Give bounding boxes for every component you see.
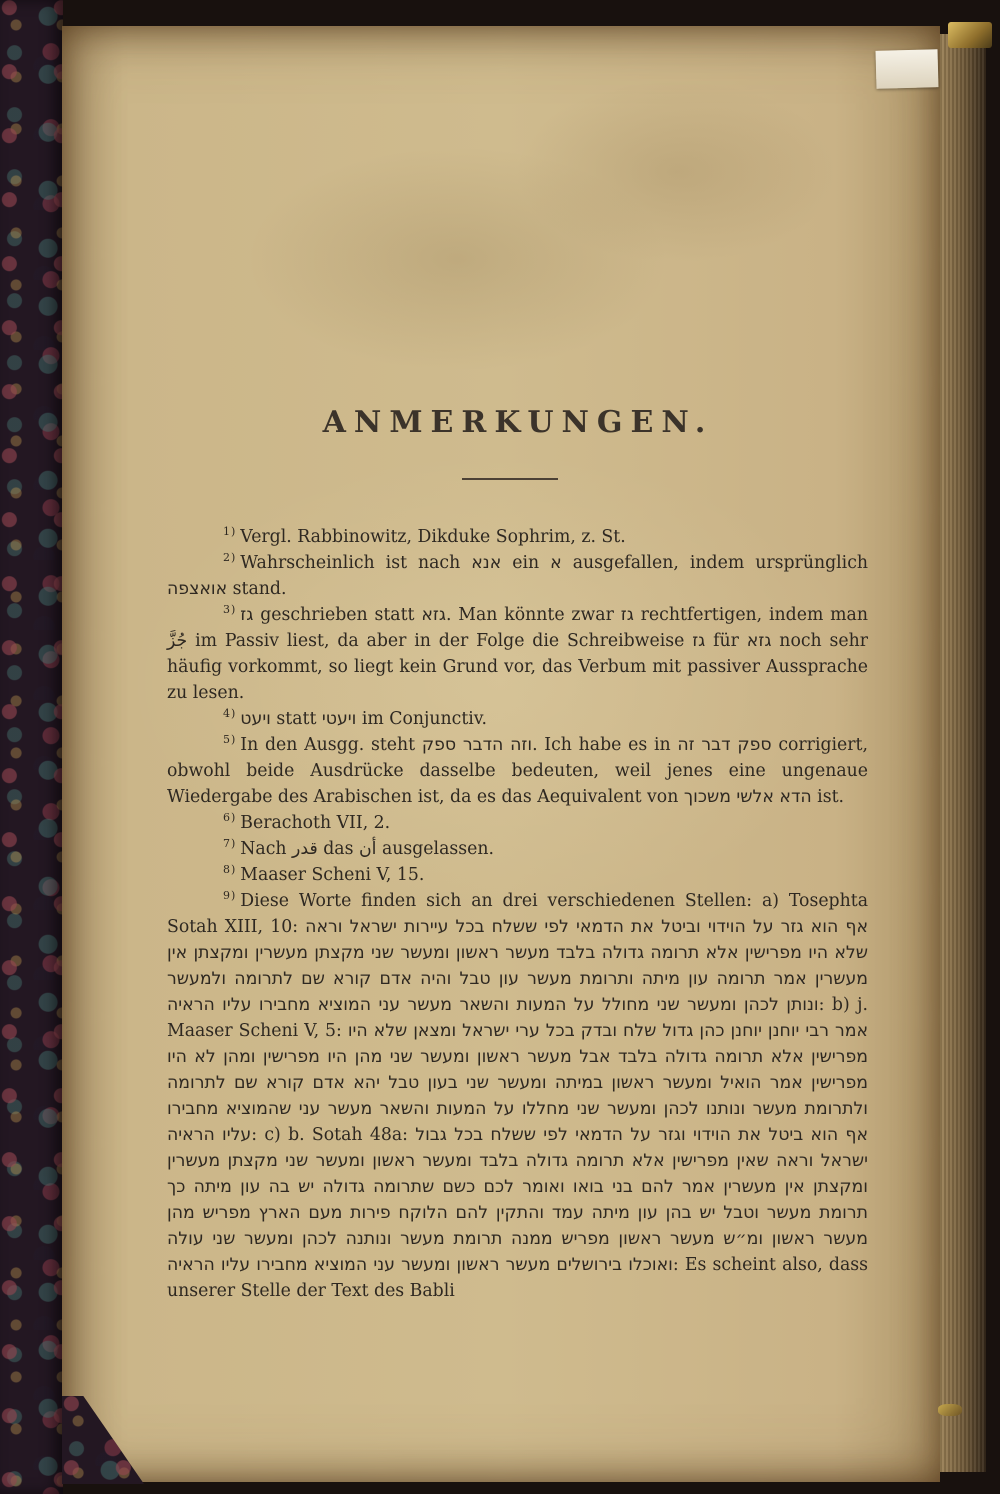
footnote — [167, 888, 868, 1304]
footnote — [167, 602, 868, 706]
footnote-text: In den Ausgg. steht וזה הדבר ספק. Ich habe es in ספק דבר זה corrigiert, obwohl beide Ausdrücke dasselbe bedeuten, weil jenes eine ungenaue Wiedergabe des Arabischen ist, da es das Aequivalent von הדא אלשי משכוך ist. — [167, 735, 868, 807]
footnote-marker: 9) — [223, 889, 237, 902]
title-divider — [462, 478, 558, 480]
footnote-marker: 5) — [223, 733, 237, 746]
footnote-text: Berachoth VII, 2. — [240, 813, 391, 833]
footnote-text: Vergl. Rabbinowitz, Dikduke Sophrim, z. St. — [240, 527, 626, 547]
marbled-binding-edge — [0, 0, 63, 1494]
footnote-marker: 1) — [223, 525, 237, 538]
footnote-text: Nach قدر das أن ausgelassen. — [240, 839, 494, 859]
footnote-marker: 6) — [223, 811, 237, 824]
footnote-marker: 3) — [223, 603, 237, 616]
footnote — [167, 810, 868, 836]
gilt-edge-bottom — [938, 1404, 962, 1416]
footnote-marker: 2) — [223, 551, 237, 564]
footnote — [167, 524, 868, 550]
footnote — [167, 732, 868, 810]
footnote-text: Maaser Scheni V, 15. — [240, 865, 425, 885]
footnote — [167, 862, 868, 888]
footnote — [167, 706, 868, 732]
footnote-text: ויעט statt ויעטי im Conjunctiv. — [240, 709, 488, 729]
footnote-text: Diese Worte finden sich an drei verschiedenen Stellen: a) Tosephta Sotah XIII, 10: אף הוא גזר על הוידוי וביטל את הדמאי לפי ששלח בכל עיירות ישראל וראה שלא היו מפרישין אלא תרומה גדולה בלבד מעשר ראשון ומעשר שני מקצתן מעשרין ומקצתן אין מעשרין אמר תרומה עון מיתה ותרומת מעשר עון טבל והיה אדם קורא שם לתרומה ולמעשר ונותן לכהן ומעשר שני מחולל על המעות והשאר מעשר עני המוציא מחבירו עליו הראיה: b) j. Maaser Scheni V, 5: אמר רבי יוחנן יוחנן כהן גדול שלח ובדק בכל ערי ישראל ומצאן שלא היו מפרישין אלא תרומה גדולה בלבד אבל מעשר ראשון ומעשר שני מהן היו מפרישין ומהן לא היו מפרישין אמר הואיל ומעשר ראשון במיתה ומעשר שני בעון טבל יהא אדם קורא שם לתרומה ולתרומת מעשר ונותנו לכהן ומעשר שני מחללו על המעות והשאר מעשר עני שהמוציא מחבירו עליו הראיה: c) b. Sotah 48a: אף הוא ביטל את הוידוי וגזר על הדמאי לפי ששלח בכל גבול ישראל וראה שאין מפרישין אלא תרומה גדולה בלבד ומעשר ראשון ומעשר שני מקצתן מעשרין ומקצתן אין מעשרין אמר להם בני בואו ואומר לכם כשם שתרומה גדולה יש בה עון מיתה כך תרומת מעשר וטבל יש בהן עון מיתה עמד והתקין להם הלוקח פירות מעם הארץ מפריש מהן מעשר ראשון ומ״ש מעשר ראשון מפריש ממנה תרומת מעשר ונותנה לכהן ומעשר שני עולה ואוכלו בירושלים מעשר ראשון ומעשר עני המוציא מחבירו עליו הראיה: Es scheint also, dass unserer Stelle der Text des Babli — [167, 891, 869, 1301]
footnote-marker: 8) — [223, 863, 237, 876]
footnote-text: Wahrscheinlich ist nach אנא ein א ausgefallen, indem ursprünglich אואצפה stand. — [167, 553, 868, 599]
paper-fragment — [876, 49, 939, 89]
footnotes-block — [167, 524, 868, 1304]
page-title: ANMERKUNGEN. — [322, 405, 714, 440]
footnote — [167, 550, 868, 602]
footnote-marker: 4) — [223, 707, 237, 720]
page-edge-stack — [940, 34, 986, 1472]
footnote-text: גז geschrieben statt גזא. Man könnte zwar גז rechtfertigen, indem man جُزَّ im Passiv liest, da aber in der Folge die Schreibweise גז für גזא noch sehr häufig vorkommt, so liegt kein Grund vor, das Verbum mit passiver Aussprache zu lesen. — [167, 605, 868, 703]
footnote-marker: 7) — [223, 837, 237, 850]
gilt-edge-top — [948, 22, 992, 48]
footnote — [167, 836, 868, 862]
